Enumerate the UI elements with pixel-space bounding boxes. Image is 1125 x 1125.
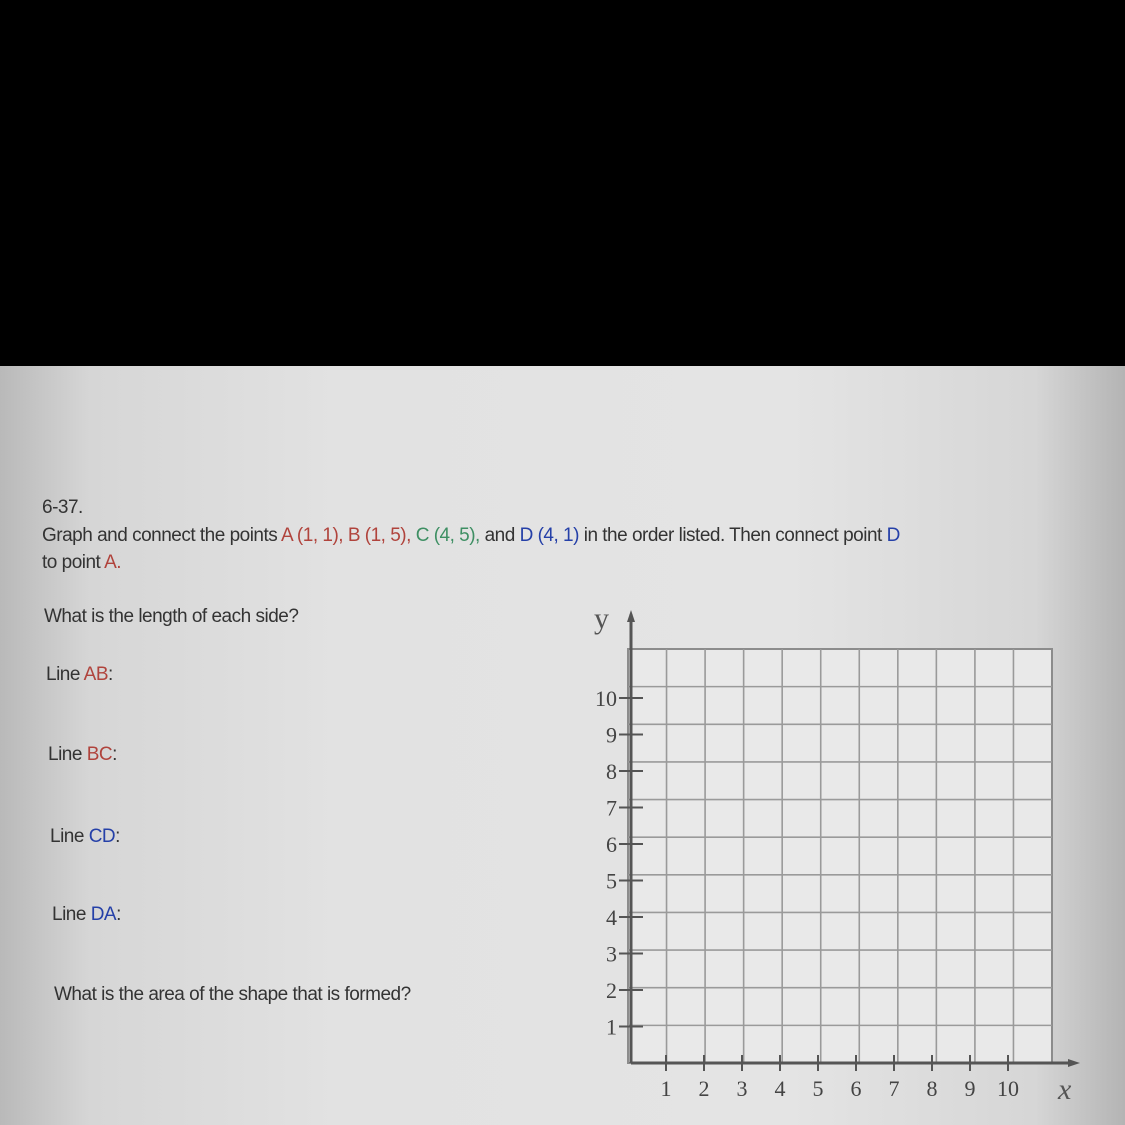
point-d-ref: D bbox=[886, 525, 900, 546]
instruction-line2-start: to point bbox=[42, 552, 105, 573]
line-bc-prefix: Line bbox=[48, 744, 87, 765]
line-bc-colon: : bbox=[112, 744, 117, 765]
x-tick-label: 6 bbox=[850, 1076, 862, 1101]
x-tick-label: 7 bbox=[888, 1076, 900, 1101]
y-tick-label: 5 bbox=[606, 868, 617, 894]
point-a-ref: A. bbox=[104, 552, 122, 573]
x-tick-label: 2 bbox=[698, 1076, 710, 1101]
x-tick-label: 1 bbox=[660, 1076, 672, 1101]
x-tick-label: 10 bbox=[997, 1076, 1019, 1101]
question-side-lengths: What is the length of each side? bbox=[44, 606, 299, 627]
y-axis-arrow bbox=[627, 610, 635, 622]
grid-lines bbox=[628, 649, 1052, 1063]
coordinate-grid[interactable] bbox=[0, 366, 1125, 1125]
y-axis-name: y bbox=[594, 602, 609, 635]
x-axis-name: x bbox=[1058, 1073, 1072, 1106]
problem-number: 6-37. bbox=[42, 497, 83, 518]
line-da-colon: : bbox=[116, 904, 121, 925]
y-tick-label: 1 bbox=[606, 1014, 617, 1040]
x-axis-arrow bbox=[1068, 1059, 1080, 1067]
x-tick-label: 4 bbox=[774, 1076, 786, 1101]
x-tick-label: 9 bbox=[964, 1076, 976, 1101]
line-da-name: DA bbox=[90, 904, 117, 925]
x-tick-label: 5 bbox=[812, 1076, 824, 1101]
line-bc-name: BC bbox=[86, 744, 113, 765]
y-tick-label: 10 bbox=[595, 686, 617, 711]
question-area: What is the area of the shape that is formed? bbox=[54, 984, 411, 1005]
y-tick-label: 9 bbox=[606, 722, 617, 748]
line-cd-colon: : bbox=[115, 826, 120, 847]
point-b-label: B (1, 5), bbox=[347, 525, 416, 546]
y-tick-label: 3 bbox=[606, 941, 617, 967]
line-cd-name: CD bbox=[88, 826, 116, 847]
y-tick-label: 2 bbox=[606, 978, 617, 1003]
point-d-label: D (4, 1) bbox=[519, 525, 579, 546]
instruction-intro: Graph and connect the points bbox=[42, 525, 282, 546]
grid-frame bbox=[628, 649, 1052, 1063]
y-tick-label: 6 bbox=[606, 832, 617, 857]
line-ab-prefix: Line bbox=[46, 664, 84, 685]
y-tick-label: 7 bbox=[606, 795, 617, 821]
instruction-middle: in the order listed. Then connect point bbox=[578, 525, 887, 546]
line-da-prefix: Line bbox=[52, 904, 91, 925]
point-c-label: C (4, 5), bbox=[415, 525, 485, 546]
point-a-label: A (1, 1), bbox=[281, 525, 348, 546]
line-cd-prefix: Line bbox=[50, 826, 89, 847]
worksheet-screen bbox=[0, 366, 1125, 1125]
y-tick-label: 8 bbox=[606, 759, 617, 784]
x-tick-label: 8 bbox=[926, 1076, 938, 1101]
instruction-and: and bbox=[484, 525, 520, 546]
x-tick-label: 3 bbox=[736, 1076, 748, 1101]
y-tick-label: 4 bbox=[606, 905, 617, 930]
line-ab-colon: : bbox=[108, 664, 113, 685]
line-ab-name: AB bbox=[83, 664, 109, 685]
